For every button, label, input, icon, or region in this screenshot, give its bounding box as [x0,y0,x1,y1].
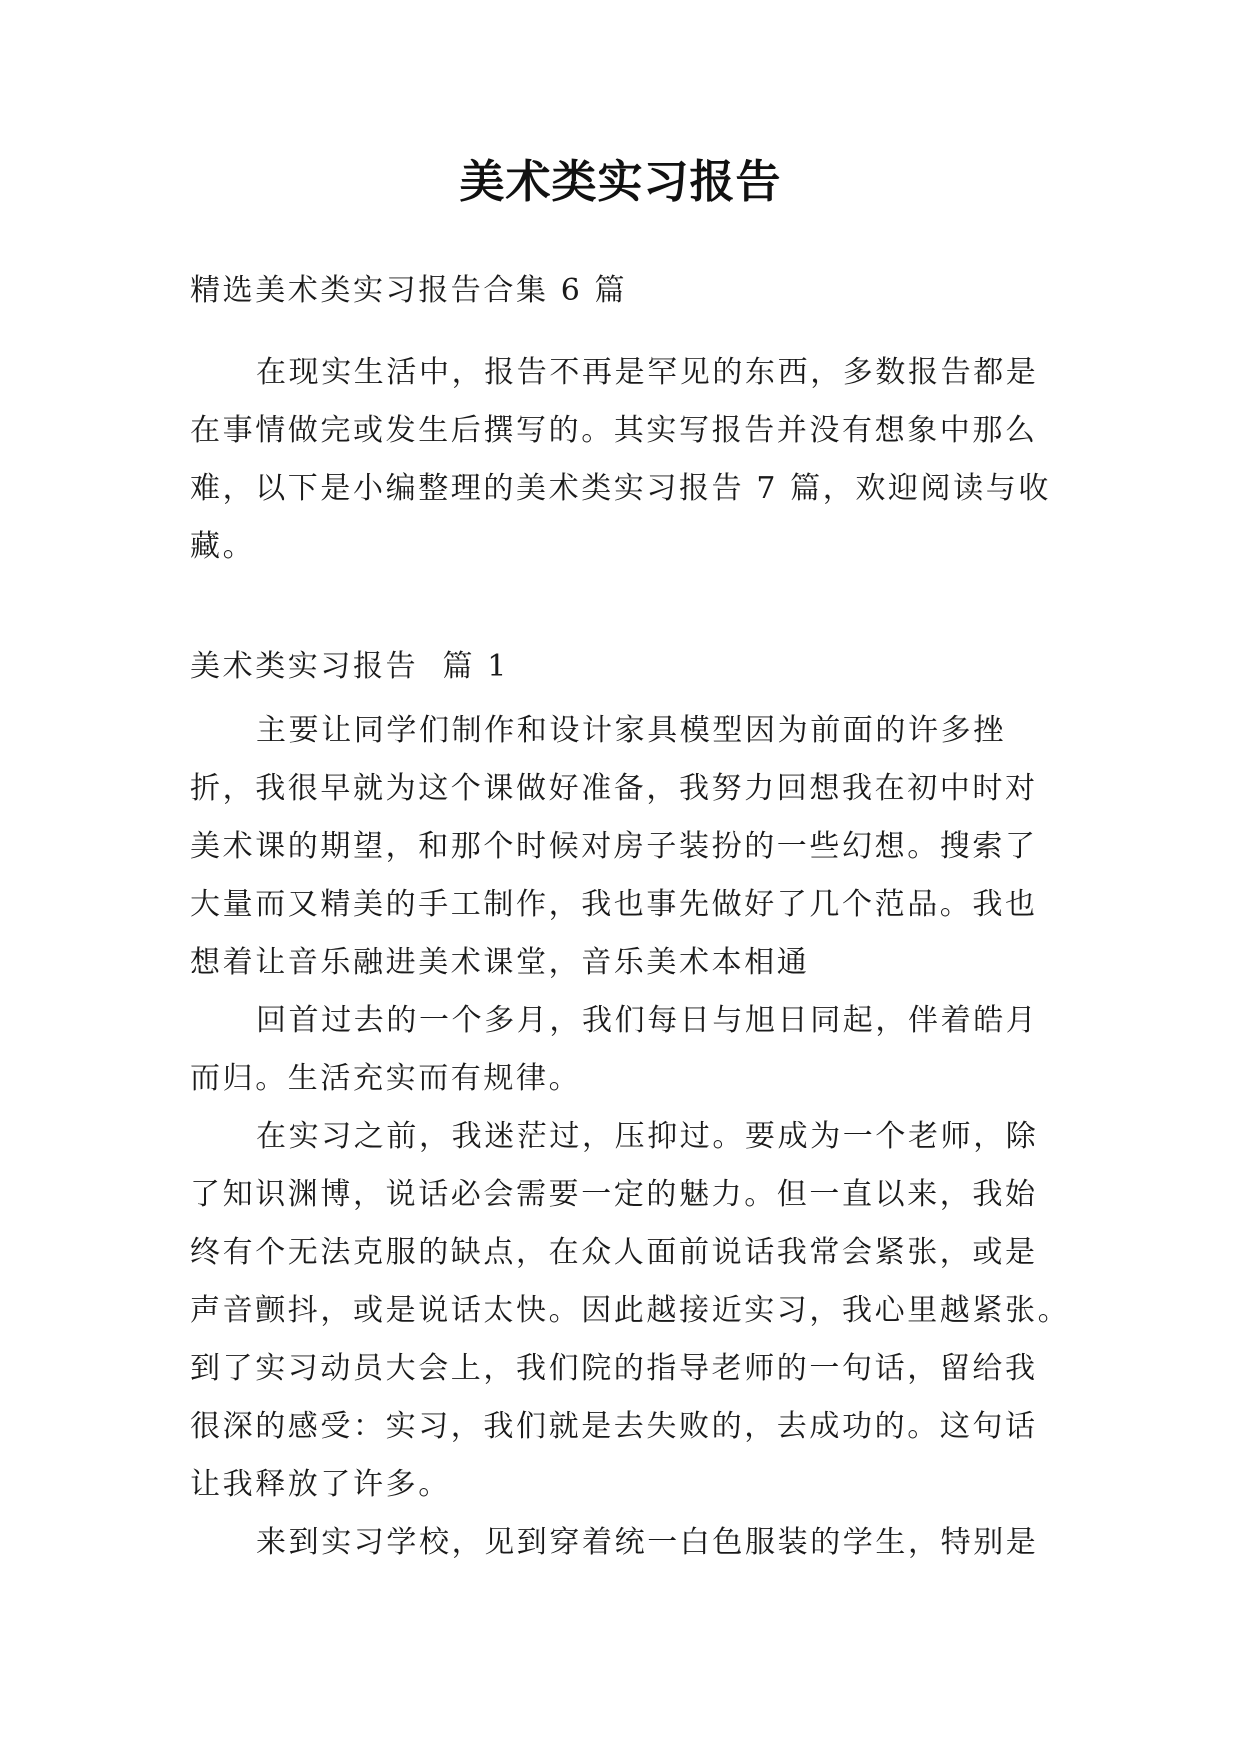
paragraph-line: 到了实习动员大会上，我们院的指导老师的一句话，留给我 [190,1351,1038,1386]
intro-line: 藏。 [190,529,256,564]
paragraph-line: 而归。生活充实而有规律。 [190,1061,582,1096]
intro-line: 在事情做完或发生后撰写的。其实写报告并没有想象中那么 [190,413,1038,448]
paragraph-line: 大量而又精美的手工制作，我也事先做好了几个范品。我也 [190,887,1038,922]
paragraph-line: 美术课的期望，和那个时候对房子装扮的一些幻想。搜索了 [190,829,1038,864]
paragraph-3 [190,1108,1071,1514]
document-subtitle: 精选美术类实习报告合集 6 篇 [190,273,628,308]
document-title: 美术类实习报告 [459,155,782,208]
paragraph-line: 来到实习学校，见到穿着统一白色服装的学生，特别是 [256,1525,1039,1560]
paragraph-line: 了知识渊博，说话必会需要一定的魅力。但一直以来，我始 [190,1177,1038,1212]
paragraph-line: 声音颤抖，或是说话太快。因此越接近实习，我心里越紧张。 [190,1293,1071,1328]
intro-paragraph [190,344,1052,576]
intro-line: 在现实生活中，报告不再是罕见的东西，多数报告都是 [256,355,1039,390]
paragraph-line: 让我释放了许多。 [190,1467,451,1502]
section-heading: 美术类实习报告 篇 1 [190,649,509,684]
paragraph-1 [190,702,1052,992]
paragraph-line: 折，我很早就为这个课做好准备，我努力回想我在初中时对 [190,771,1038,806]
section-body [190,702,1071,1572]
paragraph-2 [190,992,1052,1108]
paragraph-line: 回首过去的一个多月，我们每日与旭日同起，伴着皓月 [256,1003,1039,1038]
paragraph-line: 想着让音乐融进美术课堂，音乐美术本相通 [190,945,810,980]
paragraph-line: 终有个无法克服的缺点，在众人面前说话我常会紧张，或是 [190,1235,1038,1270]
intro-line: 难，以下是小编整理的美术类实习报告 7 篇，欢迎阅读与收 [190,471,1051,506]
paragraph-line: 很深的感受：实习，我们就是去失败的，去成功的。这句话 [190,1409,1038,1444]
paragraph-line: 在实习之前，我迷茫过，压抑过。要成为一个老师，除 [256,1119,1039,1154]
paragraph-line: 主要让同学们制作和设计家具模型因为前面的许多挫 [256,713,1006,748]
paragraph-4 [190,1514,1052,1572]
